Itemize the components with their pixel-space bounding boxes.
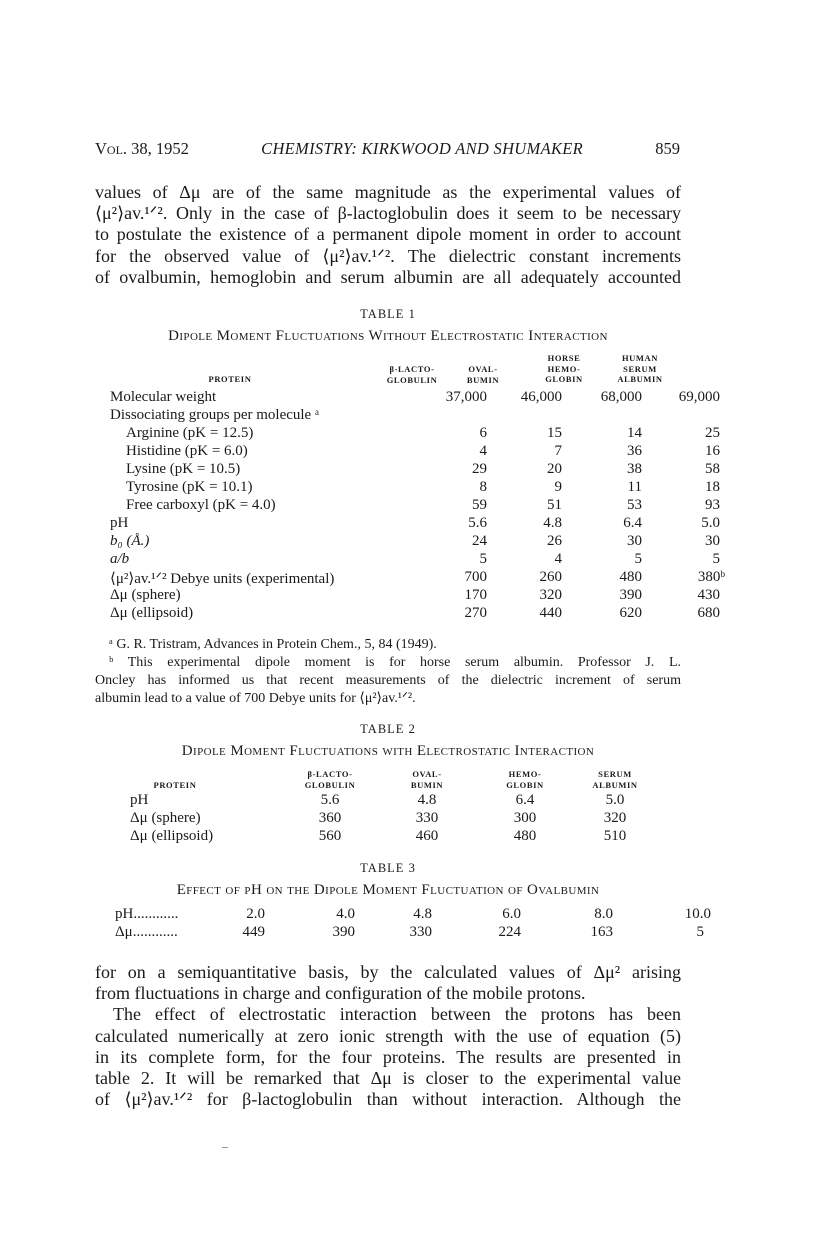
table1-row: [110, 479, 720, 497]
cell: 460: [415, 828, 439, 844]
row-label: Histidine (pK = 6.0): [126, 443, 248, 459]
cell: 6.4: [623, 515, 642, 531]
cell: 24: [472, 533, 487, 549]
running-head: [95, 139, 680, 159]
table1-header-col4: HUMAN SERUM ALBUMIN: [617, 353, 663, 384]
text-line: for the observed value of ⟨μ²⟩av.¹ᐟ². The dielectric constant increments: [95, 245, 681, 266]
row-label: Tyrosine (pK = 10.1): [126, 479, 253, 495]
table1-header-col2: OVAL- BUMIN: [466, 364, 500, 385]
footnote-a: ᵃ G. R. Tristram, Advances in Protein Chem., 5, 84 (1949).: [109, 637, 437, 652]
cell: 480: [513, 828, 537, 844]
cell: 25: [705, 425, 720, 441]
cell: 4: [479, 443, 487, 459]
table1-row: [110, 533, 720, 551]
table1-row: [110, 587, 720, 605]
text-line: calculated numerically at zero ionic strength with the use of equation (5): [95, 1025, 681, 1046]
cell: 9: [554, 479, 562, 495]
table1-row: [110, 425, 720, 443]
table2-row: [130, 828, 650, 846]
cell: 26: [547, 533, 562, 549]
cell: 37,000: [445, 389, 487, 405]
table1-row: [110, 497, 720, 515]
cell: 8: [479, 479, 487, 495]
cell: 5: [634, 551, 642, 567]
cell: 4: [554, 551, 562, 567]
cell: 36: [627, 443, 642, 459]
cell: 7: [554, 443, 562, 459]
row-label: Free carboxyl (pK = 4.0): [126, 497, 276, 513]
cell: 360: [318, 810, 342, 826]
row-label: b₀ (Å.): [110, 533, 150, 549]
cell: 270: [464, 605, 487, 621]
table1-label: TABLE 1: [360, 307, 416, 321]
cell: 8.0: [594, 906, 613, 922]
row-label: Molecular weight: [110, 389, 217, 405]
cell: 15: [547, 425, 562, 441]
cell: 93: [705, 497, 720, 513]
cell: 4.8: [413, 906, 432, 922]
table3-label: TABLE 3: [360, 861, 416, 875]
table1-row: [110, 551, 720, 569]
body-paragraph: [95, 962, 681, 1110]
cell: 680: [697, 605, 720, 621]
cell: 5.0: [605, 792, 625, 808]
row-label: pH: [110, 515, 129, 531]
cell: 4.8: [543, 515, 562, 531]
text-line: values of Δμ are of the same magnitude as the experimental values of: [95, 182, 681, 202]
row-label: Lysine (pK = 10.5): [126, 461, 241, 477]
table1-header-col3: HORSE HEMO- GLOBIN: [545, 353, 583, 384]
cell: 59: [472, 497, 487, 513]
table1-header-col1: β-LACTO- GLOBULIN: [386, 364, 438, 385]
table1-footnotes: [95, 636, 681, 708]
cell: 53: [627, 497, 642, 513]
cell: 320: [539, 587, 562, 603]
cell: 20: [547, 461, 562, 477]
table2-row: [130, 792, 650, 810]
footnote-b-cont: albumin lead to a value of 700 Debye units for ⟨μ²⟩av.¹ᐟ².: [95, 691, 416, 706]
cell: 449: [242, 924, 265, 940]
cell: 700: [464, 569, 487, 585]
cell: 68,000: [600, 389, 642, 405]
cell: 2.0: [246, 906, 265, 922]
table2-header-col3: HEMO- GLOBIN: [506, 769, 544, 790]
intro-paragraph: [95, 182, 681, 288]
cell: 11: [627, 479, 642, 495]
table1-row: [110, 443, 720, 461]
table1-row: [110, 461, 720, 479]
text-line: The effect of electrostatic interaction between the protons has been: [113, 1004, 681, 1025]
table1-row: [110, 407, 670, 425]
table1-row: [110, 515, 720, 533]
cell: 330: [409, 924, 432, 940]
page-number: 859: [655, 139, 680, 158]
cell: 300: [513, 810, 537, 826]
row-label: Δμ (ellipsoid): [110, 605, 194, 621]
cell: 163: [590, 924, 613, 940]
cell: 29: [472, 461, 487, 477]
text-line: in its complete form, for the four proteins. The results are presented in: [95, 1046, 681, 1067]
cell: 320: [603, 810, 627, 826]
cell: 170: [464, 587, 487, 603]
table1-row: [110, 605, 720, 623]
cell: 14: [627, 425, 642, 441]
row-label: Dissociating groups per molecule ᵃ: [110, 407, 320, 423]
cell: 480: [619, 569, 642, 585]
table3-title: Effect of pH on the Dipole Moment Fluctuation of Ovalbumin: [176, 882, 600, 898]
cell: 330: [415, 810, 439, 826]
cell: 51: [547, 497, 562, 513]
cell: 30: [627, 533, 642, 549]
table2-header-col2: OVAL- BUMIN: [410, 769, 444, 790]
row-label: pH: [130, 792, 149, 808]
table1-header-protein: PROTEIN: [208, 374, 252, 384]
row-label: ⟨μ²⟩av.¹ᐟ² Debye units (experimental): [110, 571, 335, 587]
cell: 16: [705, 443, 720, 459]
table2-label: TABLE 2: [360, 722, 416, 736]
text-line: ⟨μ²⟩av.¹ᐟ². Only in the case of β-lactoglobulin does it seem to be necessary: [95, 203, 681, 224]
table1-title: Dipole Moment Fluctuations Without Electrostatic Interaction: [168, 328, 608, 344]
cell: 380ᵇ: [697, 569, 725, 585]
text-line: from fluctuations in charge and configuration of the mobile protons.: [95, 983, 586, 1004]
cell: 390: [619, 587, 642, 603]
cell: 5: [712, 551, 720, 567]
row-label: pH............: [115, 906, 179, 922]
cell: 6.0: [502, 906, 521, 922]
page-mark: [222, 1147, 228, 1148]
cell: 5: [479, 551, 487, 567]
cell: 224: [498, 924, 521, 940]
cell: 18: [705, 479, 720, 495]
cell: 58: [705, 461, 720, 477]
table2-header-protein: PROTEIN: [153, 780, 197, 790]
cell: 5.0: [701, 515, 720, 531]
cell: 4.0: [336, 906, 355, 922]
table1-row: [110, 389, 720, 407]
cell: 30: [705, 533, 720, 549]
cell: 560: [318, 828, 342, 844]
cell: 4.8: [417, 792, 437, 808]
table2-row: [130, 810, 650, 828]
text-line: to postulate the existence of a permanent dipole moment in order to account: [95, 224, 681, 245]
row-label: Δμ (ellipsoid): [130, 828, 214, 844]
running-title: CHEMISTRY: KIRKWOOD AND SHUMAKER: [261, 139, 584, 158]
table3-row: [115, 906, 711, 924]
cell: 5.6: [468, 515, 487, 531]
row-label: a/b: [110, 551, 130, 567]
table2-header-col4: SERUM ALBUMIN: [592, 769, 638, 790]
cell: 260: [539, 569, 562, 585]
row-label: Δμ (sphere): [130, 810, 201, 826]
cell: 10.0: [684, 906, 711, 922]
volume-label: Vol. 38, 1952: [95, 139, 189, 158]
cell: 620: [619, 605, 642, 621]
table2-title: Dipole Moment Fluctuations with Electrostatic Interaction: [181, 743, 595, 759]
footnote-b: ᵇ This experimental dipole moment is for horse serum albumin. Professor J. L.: [109, 655, 681, 670]
table2-header-col1: β-LACTO- GLOBULIN: [304, 769, 356, 790]
row-label: Δμ (sphere): [110, 587, 181, 603]
cell: 510: [603, 828, 627, 844]
cell: 5.6: [320, 792, 340, 808]
cell: 6: [479, 425, 487, 441]
cell: 5: [696, 924, 704, 940]
row-label: Δμ............: [115, 924, 178, 940]
cell: 38: [627, 461, 642, 477]
text-line: of ⟨μ²⟩av.¹ᐟ² for β-lactoglobulin than without interaction. Although the: [95, 1089, 681, 1110]
cell: 46,000: [520, 389, 562, 405]
text-line: for on a semiquantitative basis, by the calculated values of Δμ² arising: [95, 962, 681, 982]
text-line: table 2. It will be remarked that Δμ is closer to the experimental value: [95, 1068, 681, 1089]
cell: 390: [332, 924, 355, 940]
cell: 6.4: [515, 792, 535, 808]
table1-row: [110, 569, 725, 587]
footnote-b-cont: Oncley has informed us that recent measurements of the dielectric increment of serum: [95, 673, 681, 688]
table3-row: [115, 924, 704, 942]
cell: 430: [697, 587, 720, 603]
text-line: of ovalbumin, hemoglobin and serum albumin are all adequately accounted: [95, 266, 681, 287]
cell: 440: [539, 605, 562, 621]
row-label: Arginine (pK = 12.5): [126, 425, 254, 441]
cell: 69,000: [678, 389, 720, 405]
